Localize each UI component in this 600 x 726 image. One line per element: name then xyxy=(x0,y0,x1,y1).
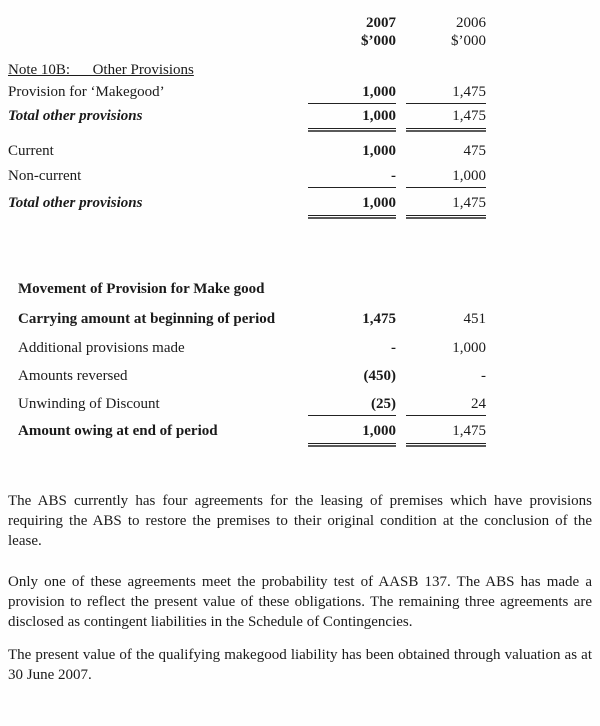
value-2007: 1,475 xyxy=(362,311,396,327)
value-2007: (450) xyxy=(363,368,396,384)
note-heading: Note 10B: Other Provisions xyxy=(8,62,194,78)
value-2007: - xyxy=(308,167,396,188)
value-2007: 1,000 xyxy=(308,107,396,129)
narrative-text xyxy=(0,491,600,685)
table-row-additional-provisions xyxy=(8,339,486,357)
paragraph-leasing-agreements: The ABS currently has four agreements for the leasing of premises which have provisions requiring the ABS to restore the premises to their original condition at the conclusion of the lease. xyxy=(8,493,592,549)
row-label: Additional provisions made xyxy=(18,340,185,356)
table-row-total-other-provisions xyxy=(8,107,486,129)
value-2006: - xyxy=(481,368,486,384)
value-2006: 1,475 xyxy=(406,194,486,216)
row-label: Current xyxy=(8,143,54,159)
row-label: Total other provisions xyxy=(8,108,143,124)
paragraph-valuation: The present value of the qualifying makegood liability has been obtained through valuation as at 30 June 2007. xyxy=(8,647,592,683)
provisions-table xyxy=(0,14,600,444)
value-2006: 1,475 xyxy=(406,83,486,104)
value-2006: 475 xyxy=(463,143,486,159)
row-label: Amount owing at end of period xyxy=(18,423,218,439)
movement-table-title: Movement of Provision for Make good xyxy=(18,281,265,297)
note-heading-row xyxy=(8,61,486,80)
value-2007: 1,000 xyxy=(308,194,396,216)
table-row-unwinding-of-discount xyxy=(8,395,486,416)
value-2006: 24 xyxy=(406,395,486,416)
value-2006: 1,000 xyxy=(406,167,486,188)
value-2006: 1,475 xyxy=(406,107,486,129)
table-row-carrying-amount xyxy=(8,310,486,328)
row-label: Total other provisions xyxy=(8,195,143,211)
value-2007: 1,000 xyxy=(362,143,396,159)
value-2007: - xyxy=(391,340,396,356)
col-header-2007: 2007 xyxy=(366,15,396,31)
col-header-2006: 2006 xyxy=(456,15,486,31)
row-label: Unwinding of Discount xyxy=(18,396,160,412)
row-label: Carrying amount at beginning of period xyxy=(18,311,276,327)
table-row-current xyxy=(8,142,486,160)
value-2006: 451 xyxy=(463,311,486,327)
paragraph-probability-test: Only one of these agreements meet the probability test of AASB 137. The ABS has made a provision to reflect the present value of these obligations. The remaining three agreements are disclosed as contingent liabilities in the Schedule of Contingencies. xyxy=(8,574,592,630)
value-2007: (25) xyxy=(308,395,396,416)
table-row-amounts-reversed xyxy=(8,367,486,385)
table-row-provision-makegood xyxy=(8,83,486,104)
value-2007: 1,000 xyxy=(308,422,396,444)
col-unit-2007: $’000 xyxy=(361,33,396,49)
row-label: Provision for ‘Makegood’ xyxy=(8,84,165,100)
column-headers-units xyxy=(8,32,486,50)
row-label: Amounts reversed xyxy=(18,368,128,384)
table-row-total-other-provisions-2 xyxy=(8,194,486,216)
value-2006: 1,000 xyxy=(452,340,486,356)
table-row-non-current xyxy=(8,167,486,188)
row-label: Non-current xyxy=(8,168,82,184)
column-headers-years xyxy=(8,14,486,32)
value-2007: 1,000 xyxy=(308,83,396,104)
value-2006: 1,475 xyxy=(406,422,486,444)
table-row-amount-owing xyxy=(8,422,486,444)
col-unit-2006: $’000 xyxy=(451,33,486,49)
